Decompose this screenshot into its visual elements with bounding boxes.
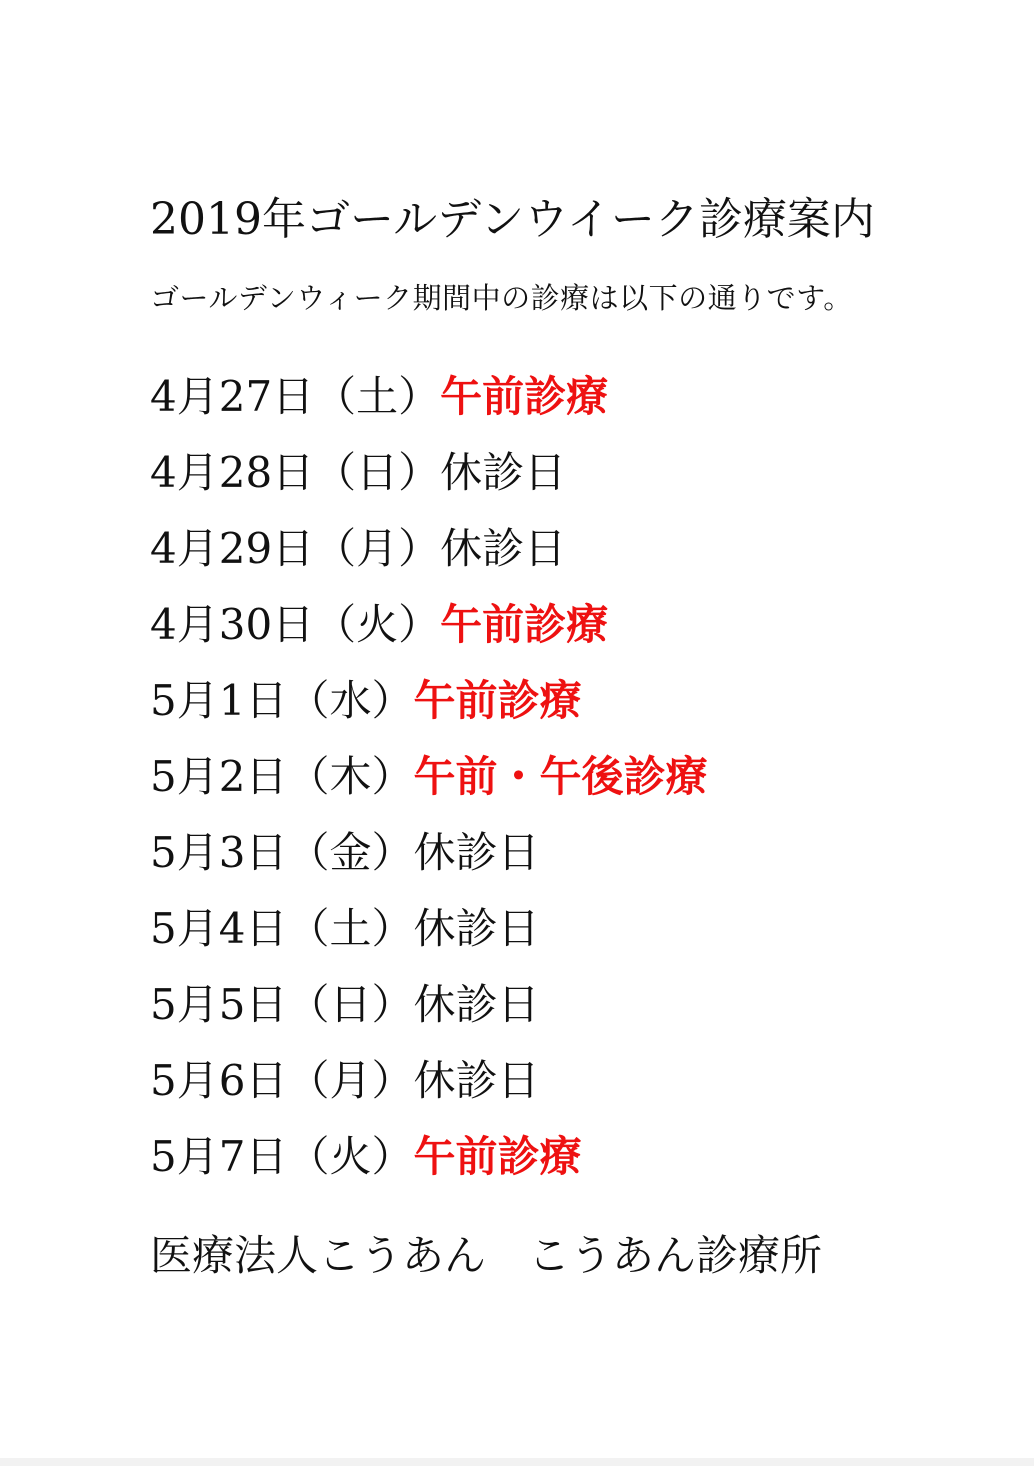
schedule-row [150, 590, 707, 666]
schedule-row [150, 818, 707, 894]
schedule-status: 休診日 [440, 524, 567, 573]
schedule-row [150, 970, 707, 1046]
schedule-row [150, 438, 707, 514]
page-title: 2019年ゴールデンウイーク診療案内 [150, 194, 875, 245]
schedule-status: 休診日 [413, 980, 540, 1029]
schedule-row [150, 894, 707, 970]
page-subtitle: ゴールデンウィーク期間中の診療は以下の通りです。 [150, 281, 853, 315]
schedule-status: 休診日 [440, 448, 567, 497]
schedule-status: 午前診療 [413, 1132, 582, 1181]
schedule-row [150, 666, 707, 742]
schedule-date: 4月30日（火） [150, 600, 441, 649]
schedule-row [150, 1046, 707, 1122]
clinic-name: 医療法人こうあん こうあん診療所 [150, 1231, 823, 1280]
schedule-status: 午前診療 [413, 676, 582, 725]
schedule-status: 午前診療 [440, 372, 609, 421]
schedule-date: 4月29日（月） [150, 524, 441, 573]
schedule-date: 5月7日（火） [150, 1132, 414, 1181]
schedule-row [150, 742, 707, 818]
schedule-date: 5月4日（土） [150, 904, 414, 953]
schedule-status: 休診日 [413, 828, 540, 877]
schedule-date: 5月6日（月） [150, 1056, 414, 1105]
schedule-date: 5月2日（木） [150, 752, 414, 801]
schedule-status: 休診日 [413, 904, 540, 953]
schedule-date: 5月1日（水） [150, 676, 414, 725]
schedule-list [150, 362, 707, 1198]
schedule-status: 午前診療 [440, 600, 609, 649]
schedule-date: 5月3日（金） [150, 828, 414, 877]
schedule-date: 4月27日（土） [150, 372, 441, 421]
schedule-row [150, 1122, 707, 1198]
schedule-status: 休診日 [413, 1056, 540, 1105]
schedule-row [150, 514, 707, 590]
page-bottom-edge [0, 1458, 1034, 1466]
schedule-date: 4月28日（日） [150, 448, 441, 497]
schedule-row [150, 362, 707, 438]
schedule-status: 午前・午後診療 [413, 752, 708, 801]
schedule-date: 5月5日（日） [150, 980, 414, 1029]
